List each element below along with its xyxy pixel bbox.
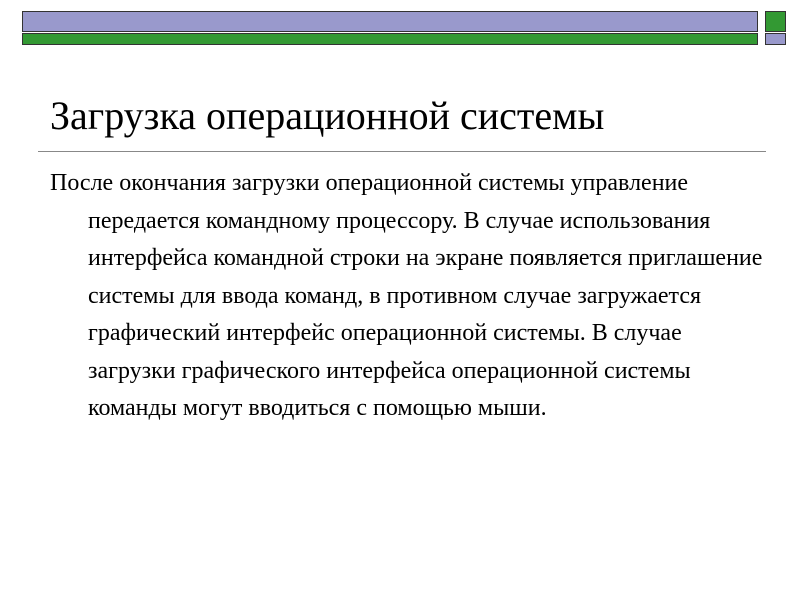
slide-title: Загрузка операционной системы <box>50 93 605 138</box>
title-divider <box>38 151 766 152</box>
body-paragraph: После окончания загрузки операционной системы управление передается командному процессору. В случае использования интерфейса командной строки на экране появляется приглашение системы для ввода команд, в противном случае загружается графический интерфейс операционной системы. В случае загрузки графического интерфейса операционной системы команды могут вводиться с помощью мыши. <box>50 170 763 421</box>
corner-square-lavender <box>765 33 786 45</box>
header-bar-green <box>22 33 758 45</box>
corner-square-green <box>765 11 786 32</box>
header-bar-lavender <box>22 11 758 32</box>
